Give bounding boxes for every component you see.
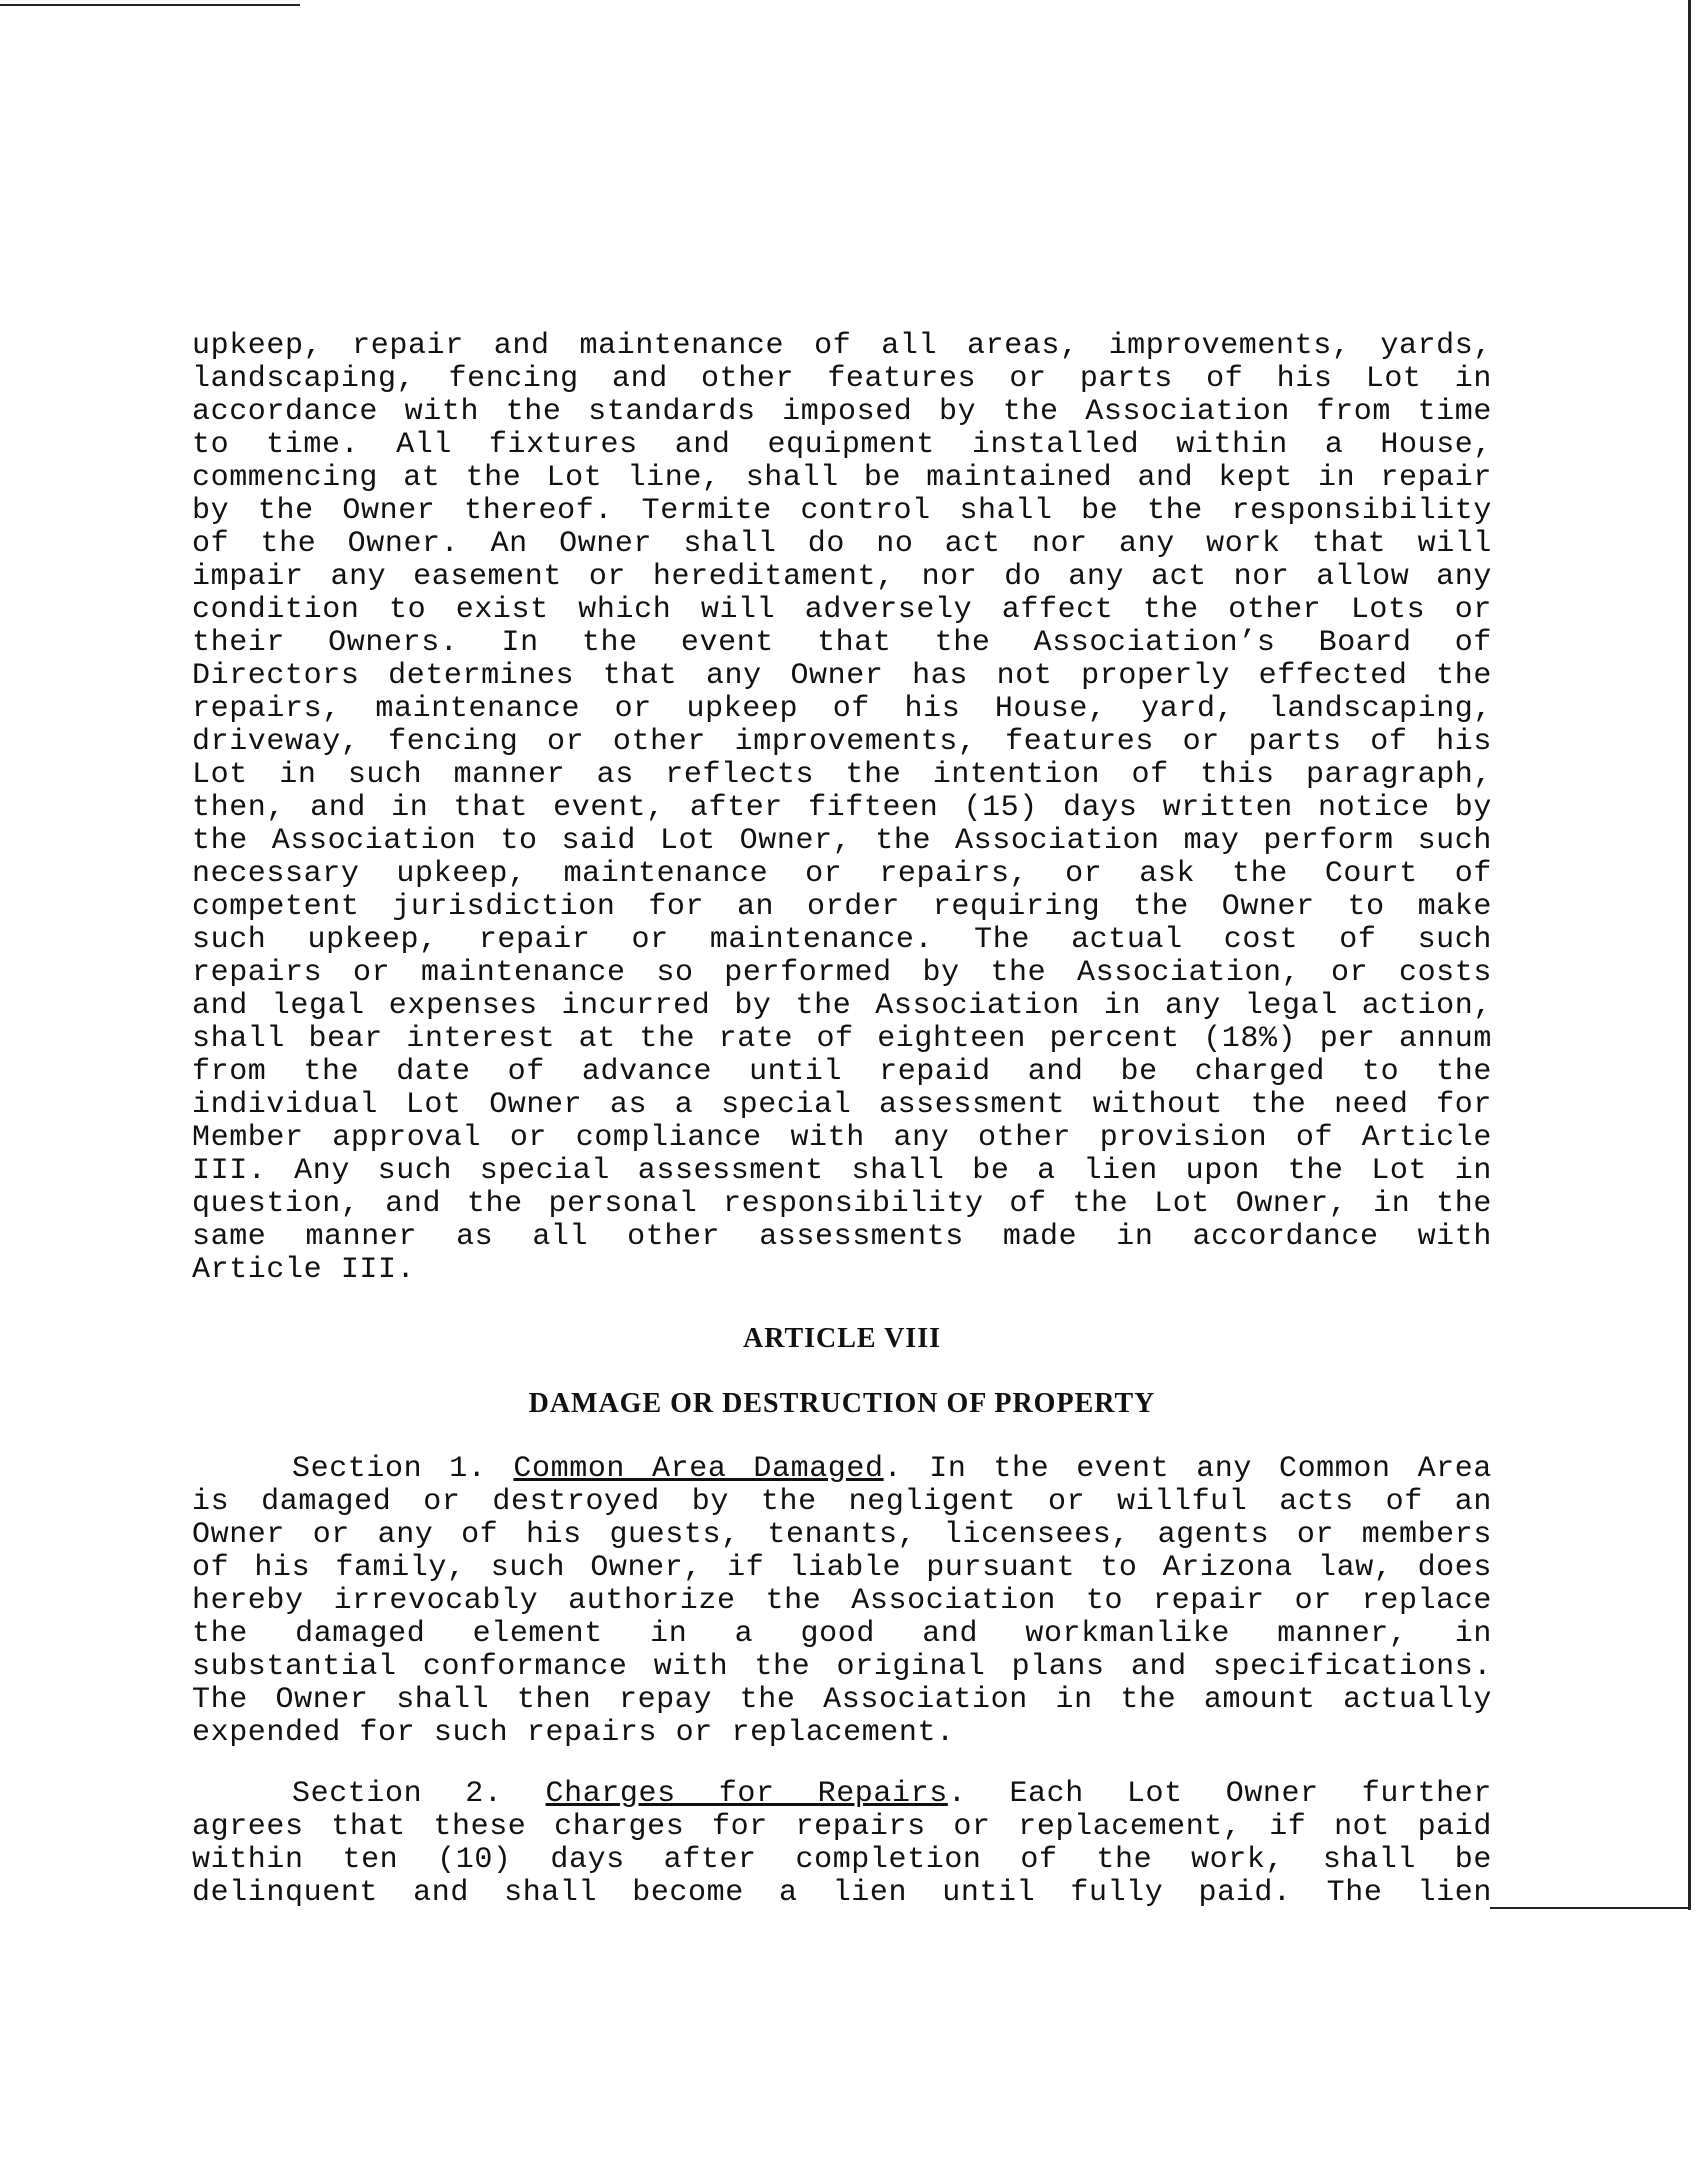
section-2-first-line [192, 1778, 1492, 1811]
text-line: of his family, such Owner, if liable pursuant to Arizona law, does [192, 1551, 1492, 1585]
text-line: to time. All fixtures and equipment installed within a House, [192, 428, 1492, 462]
text-line: the damaged element in a good and workmanlike manner, in [192, 1617, 1492, 1651]
text-line: accordance with the standards imposed by the Association from time [192, 395, 1492, 429]
text-line: III. Any such special assessment shall be a lien upon the Lot in [192, 1154, 1492, 1188]
section-2-paragraph [192, 1778, 1492, 1910]
text-line: repairs, maintenance or upkeep of his House, yard, landscaping, [192, 692, 1492, 726]
text-line: question, and the personal responsibility of the Lot Owner, in the [192, 1187, 1492, 1221]
text-line: upkeep, repair and maintenance of all areas, improvements, yards, [192, 329, 1492, 363]
text-line: from the date of advance until repaid and be charged to the [192, 1055, 1492, 1089]
scan-bottom-rule [1490, 1907, 1690, 1909]
text-line: and legal expenses incurred by the Association in any legal action, [192, 989, 1492, 1023]
text-line: repairs or maintenance so performed by the Association, or costs [192, 956, 1492, 990]
text-line: impair any easement or hereditament, nor do any act nor allow any [192, 560, 1492, 594]
text-line: their Owners. In the event that the Association’s Board of [192, 626, 1492, 660]
text-line: driveway, fencing or other improvements, features or parts of his [192, 725, 1492, 759]
text-line: same manner as all other assessments made in accordance with [192, 1220, 1492, 1254]
text-line: Member approval or compliance with any other provision of Article [192, 1121, 1492, 1155]
text-line: by the Owner thereof. Termite control shall be the responsibility [192, 494, 1492, 528]
text-line: of the Owner. An Owner shall do no act nor any work that will [192, 527, 1492, 561]
section-1-paragraph [192, 1453, 1492, 1750]
text-line: within ten (10) days after completion of the work, shall be [192, 1843, 1492, 1877]
text-line: hereby irrevocably authorize the Association to repair or replace [192, 1584, 1492, 1618]
text-line: commencing at the Lot line, shall be maintained and kept in repair [192, 461, 1492, 495]
section-1-heading: Common Area Damaged [513, 1452, 884, 1486]
scan-right-edge [1688, 0, 1691, 1910]
text-line: substantial conformance with the original plans and specifications. [192, 1650, 1492, 1684]
section-1-first-line [192, 1453, 1492, 1486]
text-line: delinquent and shall become a lien until fully paid. The lien [192, 1876, 1492, 1910]
text-line: agrees that these charges for repairs or replacement, if not paid [192, 1810, 1492, 1844]
text-line: Lot in such manner as reflects the intention of this paragraph, [192, 758, 1492, 792]
section-2-heading: Charges for Repairs [545, 1777, 948, 1811]
article-heading: ARTICLE VIII [742, 1323, 941, 1354]
text-line: shall bear interest at the rate of eighteen percent (18%) per annum [192, 1022, 1492, 1056]
text-line: the Association to said Lot Owner, the Association may perform such [192, 824, 1492, 858]
text-line: Directors determines that any Owner has not properly effected the [192, 659, 1492, 693]
text-line: necessary upkeep, maintenance or repairs, or ask the Court of [192, 857, 1492, 891]
article-subheading: DAMAGE OR DESTRUCTION OF PROPERTY [528, 1388, 1156, 1419]
text-line: competent jurisdiction for an order requiring the Owner to make [192, 890, 1492, 924]
text-line: such upkeep, repair or maintenance. The actual cost of such [192, 923, 1492, 957]
text-line: The Owner shall then repay the Association in the amount actually [192, 1683, 1492, 1717]
text-line: landscaping, fencing and other features or parts of his Lot in [192, 362, 1492, 396]
text-line: expended for such repairs or replacement. [192, 1716, 955, 1750]
text-line: individual Lot Owner as a special assessment without the need for [192, 1088, 1492, 1122]
text-line: then, and in that event, after fifteen (15) days written notice by [192, 791, 1492, 825]
section-1-label: Section 1. [292, 1452, 487, 1486]
text-line: Owner or any of his guests, tenants, licensees, agents or members [192, 1518, 1492, 1552]
section-2-label: Section 2. [292, 1777, 503, 1811]
section-1-first-line-text: . In the event any Common Area [883, 1452, 1492, 1486]
text-line: condition to exist which will adversely affect the other Lots or [192, 593, 1492, 627]
text-line: is damaged or destroyed by the negligent or willful acts of an [192, 1485, 1492, 1519]
text-line: Article III. [192, 1253, 416, 1287]
scan-top-rule [0, 4, 300, 6]
upkeep-paragraph [192, 330, 1492, 1287]
section-2-first-line-text: . Each Lot Owner further [947, 1777, 1492, 1811]
